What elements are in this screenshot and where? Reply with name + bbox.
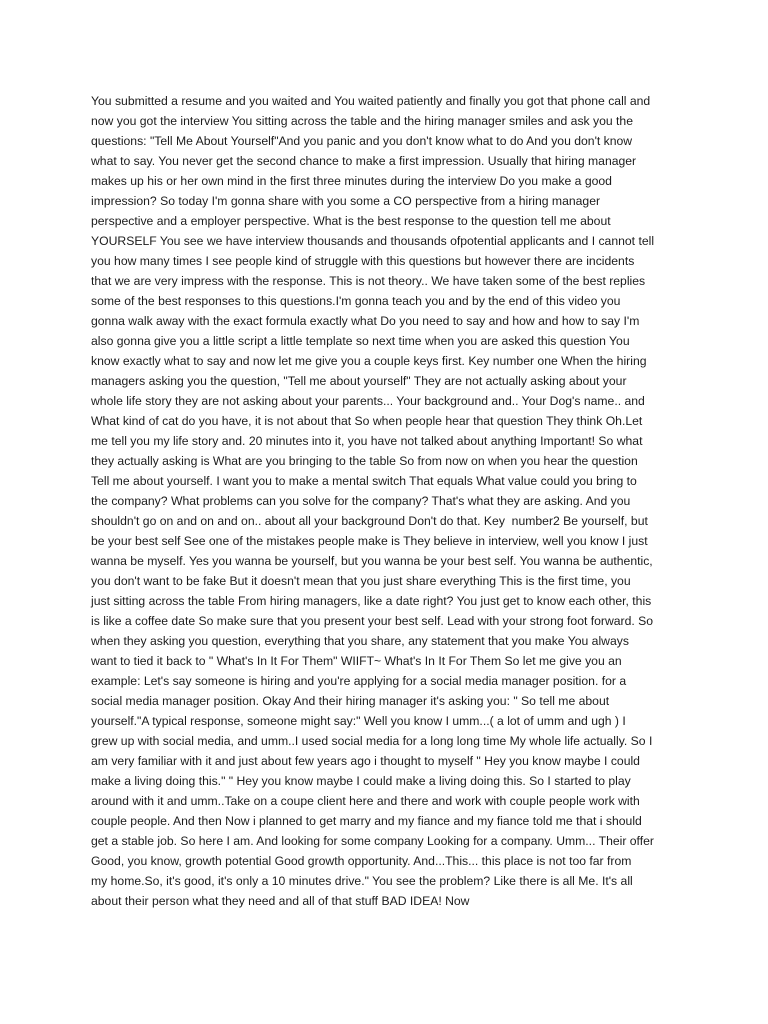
text-line-37: couple people. And then Now i planned to get marry and my fiance and my fiance told me that i should [91, 814, 642, 828]
text-line-5: makes up his or her own mind in the first three minutes during the interview Do you make a good [91, 174, 612, 188]
text-line-16: whole life story they are not asking about your parents... Your background and.. Your Dog's name.. and [91, 394, 645, 408]
text-line-15: managers asking you the question, "Tell me about yourself" They are not actually asking about your [91, 374, 627, 388]
text-line-22: shouldn't go on and on and on.. about all your background Don't do that. Key number2 Be yourself, but [91, 514, 648, 528]
text-line-26: just sitting across the table From hiring managers, like a date right? You just get to know each other, this [91, 594, 652, 608]
text-line-19: they actually asking is What are you bringing to the table So from now on when you hear the question [91, 454, 638, 468]
body-text [91, 91, 686, 911]
text-line-18: me tell you my life story and. 20 minutes into it, you have not talked about anything Important! So what [91, 434, 643, 448]
text-line-8: YOURSELF You see we have interview thousands and thousands ofpotential applicants and I cannot tell [91, 234, 655, 248]
text-line-7: perspective and a employer perspective. What is the best response to the question tell me about [91, 214, 611, 228]
text-line-20: Tell me about yourself. I want you to make a mental switch That equals What value could you bring to [91, 474, 637, 488]
text-line-30: example: Let's say someone is hiring and you're applying for a social media manager position. for a [91, 674, 627, 688]
text-line-35: make a living doing this." " Hey you know maybe I could make a living doing this. So I started to play [91, 774, 631, 788]
text-line-33: grew up with social media, and umm..I used social media for a long long time My whole life actually. So I [91, 734, 653, 748]
text-line-11: some of the best responses to this questions.I'm gonna teach you and by the end of this video you [91, 294, 621, 308]
text-line-28: when they asking you question, everything that you share, any statement that you make You always [91, 634, 629, 648]
text-line-9: you how many times I see people kind of struggle with this questions but however there are incidents [91, 254, 635, 268]
text-line-21: the company? What problems can you solve for the company? That's what they are asking. And you [91, 494, 631, 508]
text-line-34: am very familiar with it and just about few years ago i thought to myself " Hey you know maybe I could [91, 754, 640, 768]
text-line-6: impression? So today I'm gonna share with you some a CO perspective from a hiring manager [91, 194, 601, 208]
text-line-32: yourself."A typical response, someone might say:" Well you know I umm...( a lot of umm and ugh ) I [91, 714, 626, 728]
text-line-38: get a stable job. So here I am. And looking for some company Looking for a company. Umm... Their offer [91, 834, 654, 848]
text-line-41: about their person what they need and all of that stuff BAD IDEA! Now [91, 894, 470, 908]
text-line-14: know exactly what to say and now let me give you a couple keys first. Key number one When the hiring [91, 354, 647, 368]
text-line-39: Good, you know, growth potential Good growth opportunity. And...This... this place is not too far from [91, 854, 632, 868]
text-line-17: What kind of cat do you have, it is not about that So when people hear that question They think Oh.Let [91, 414, 643, 428]
text-line-1: You submitted a resume and you waited and You waited patiently and finally you got that phone call and [91, 94, 651, 108]
text-line-12: gonna walk away with the exact formula exactly what Do you need to say and how and how to say I'm [91, 314, 640, 328]
text-line-4: what to say. You never get the second chance to make a first impression. Usually that hiring manager [91, 154, 637, 168]
text-line-36: around with it and umm..Take on a coupe client here and there and work with couple people work with [91, 794, 640, 808]
text-line-27: is like a coffee date So make sure that you present your best self. Lead with your strong foot forward. So [91, 614, 654, 628]
text-line-40: my home.So, it's good, it's only a 10 minutes drive." You see the problem? Like there is all Me. It's all [91, 874, 633, 888]
text-line-2: now you got the interview You sitting across the table and the hiring manager smiles and ask you the [91, 114, 633, 128]
text-line-3: questions: "Tell Me About Yourself"And you panic and you don't know what to do And you don't know [91, 134, 633, 148]
text-line-24: wanna be myself. Yes you wanna be yourself, but you wanna be your best self. You wanna be authentic, [91, 554, 653, 568]
text-line-13: also gonna give you a little script a little template so next time when you are asked this question You [91, 334, 630, 348]
text-line-23: be your best self See one of the mistakes people make is They believe in interview, well you know I just [91, 534, 648, 548]
text-line-29: want to tied it back to " What's In It For Them" WIIFT~ What's In It For Them So let me give you an [91, 654, 622, 668]
text-line-10: that we are very impress with the response. This is not theory.. We have taken some of the best replies [91, 274, 646, 288]
text-line-31: social media manager position. Okay And their hiring manager it's asking you: " So tell me about [91, 694, 610, 708]
text-line-25: you don't want to be fake But it doesn't mean that you just share everything This is the first time, you [91, 574, 631, 588]
